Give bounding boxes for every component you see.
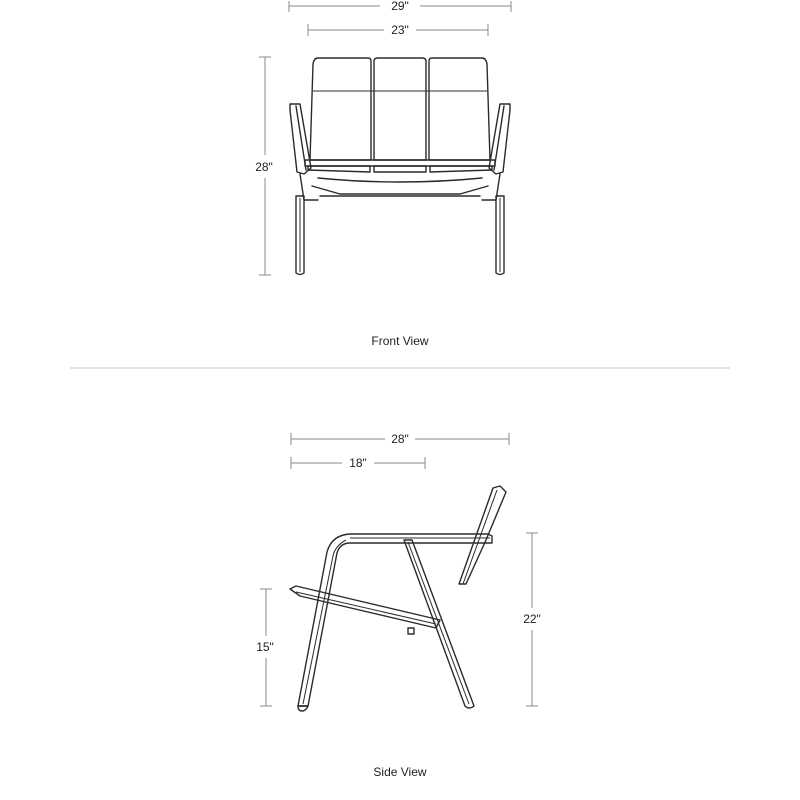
front-seat-width-label: 23" [391, 23, 409, 37]
side-seat-height-label: 15" [256, 640, 274, 654]
side-view [256, 432, 541, 779]
side-seat-depth-label: 18" [349, 456, 367, 470]
front-overall-width-label: 29" [391, 0, 409, 13]
front-height-dimension [255, 57, 273, 275]
side-overall-depth-label: 28" [391, 432, 409, 446]
front-seat-width-dimension [308, 23, 488, 37]
side-overall-depth-dimension [291, 432, 509, 446]
front-view-caption: Front View [371, 334, 429, 348]
front-height-label: 28" [255, 160, 273, 174]
front-view [255, 0, 511, 348]
side-seat-depth-dimension [291, 456, 425, 470]
chair-side-drawing [290, 486, 506, 711]
side-seat-height-dimension [256, 589, 274, 706]
side-arm-height-label: 22" [523, 612, 541, 626]
front-overall-width-dimension [289, 0, 511, 13]
side-arm-height-dimension [523, 533, 541, 706]
chair-front-drawing [290, 58, 510, 275]
side-view-caption: Side View [373, 765, 427, 779]
